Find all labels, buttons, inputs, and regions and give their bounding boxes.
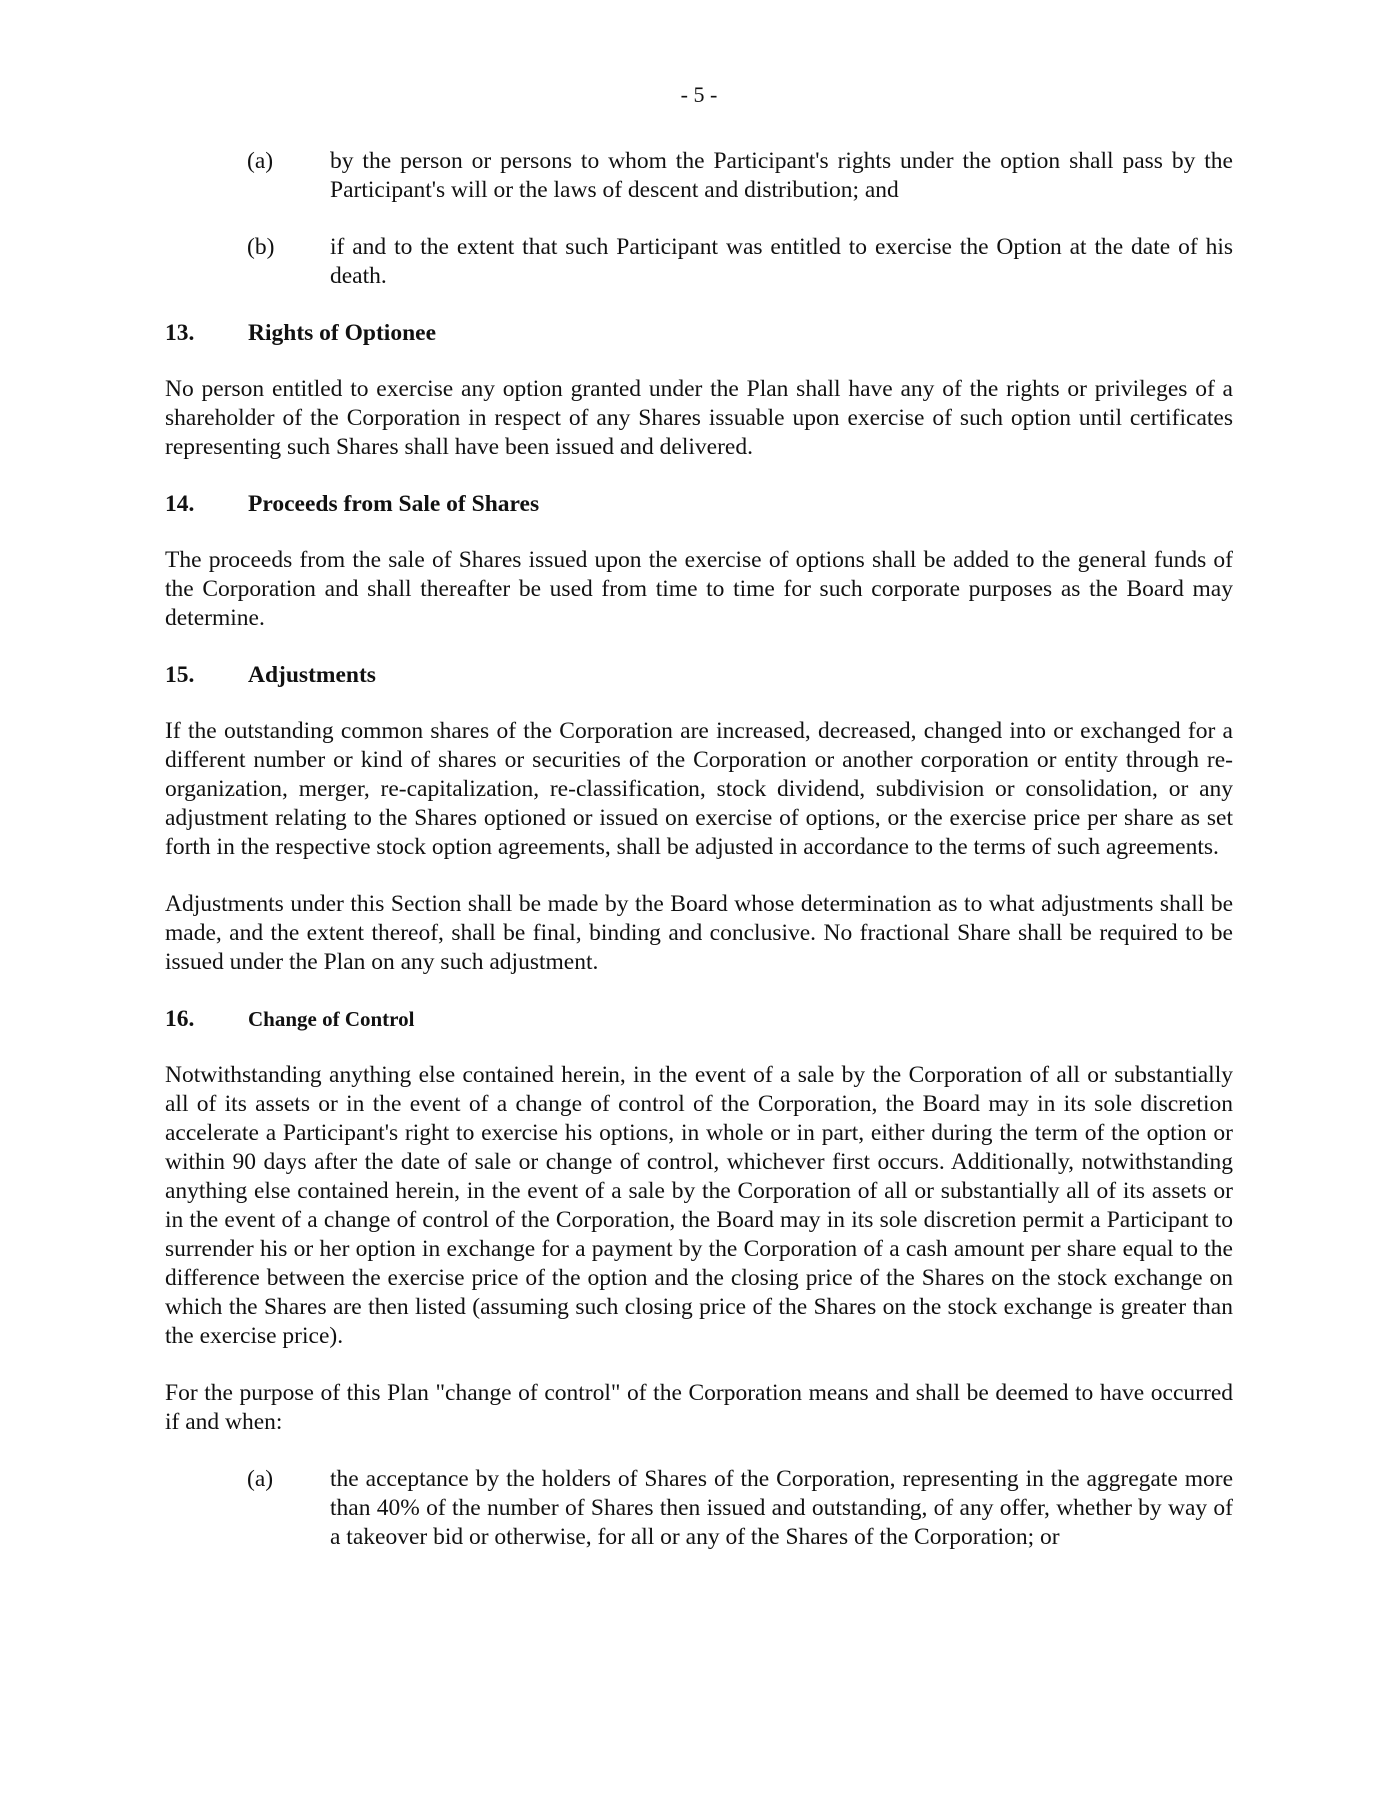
list-item-label: (b) bbox=[247, 234, 275, 260]
section-heading-13 bbox=[165, 319, 1233, 348]
document-page bbox=[165, 80, 1233, 1580]
section-14-body: The proceeds from the sale of Shares issued upon the exercise of options shall be added to the general funds of the Corporation and shall thereafter be used from time to time for such corporate purposes as the Board may determine. bbox=[165, 547, 1233, 631]
section-title: Proceeds from Sale of Shares bbox=[248, 491, 540, 517]
section-number: 14. bbox=[165, 491, 195, 517]
section-heading-16 bbox=[165, 1005, 1233, 1034]
page-number: - 5 - bbox=[680, 82, 718, 107]
section-16-body-2: For the purpose of this Plan "change of control" of the Corporation means and shall be deemed to have occurred if and when: bbox=[165, 1380, 1233, 1435]
list-item-text: by the person or persons to whom the Participant's rights under the option shall pass by the Participant's will or the laws of descent and distribution; and bbox=[330, 148, 1233, 203]
section-number: 16. bbox=[165, 1006, 195, 1032]
list-item-text: if and to the extent that such Participant was entitled to exercise the Option at the date of his death. bbox=[330, 234, 1233, 289]
section-number: 15. bbox=[165, 662, 195, 688]
section-15-body-1: If the outstanding common shares of the Corporation are increased, decreased, changed into or exchanged for a different number or kind of shares or securities of the Corporation or another corporation or entity through re-organization, merger, re-capitalization, re-classification, stock dividend, subdivision or consolidation, or any adjustment relating to the Shares optioned or issued on exercise of options, or the exercise price per share as set forth in the respective stock option agreements, shall be adjusted in accordance to the terms of such agreements. bbox=[165, 718, 1233, 860]
section-heading-15 bbox=[165, 661, 1233, 690]
list-item bbox=[165, 147, 1233, 205]
section-16-body-1: Notwithstanding anything else contained herein, in the event of a sale by the Corporation of all or substantially all of its assets or in the event of a change of control of the Corporation, the Board may in its sole discretion accelerate a Participant's right to exercise his options, in whole or in part, either during the term of the option or within 90 days after the date of sale or change of control, whichever first occurs. Additionally, notwithstanding anything else contained herein, in the event of a sale by the Corporation of all or substantially all of its assets or in the event of a change of control of the Corporation, the Board may in its sole discretion permit a Participant to surrender his or her option in exchange for a payment by the Corporation of a cash amount per share equal to the difference between the exercise price of the option and the closing price of the Shares on the stock exchange on which the Shares are then listed (assuming such closing price of the Shares on the stock exchange is greater than the exercise price). bbox=[165, 1062, 1233, 1349]
list-item-label: (a) bbox=[247, 148, 274, 174]
list-item bbox=[165, 233, 1233, 291]
section-title: Change of Control bbox=[248, 1007, 415, 1031]
section-15-body-2: Adjustments under this Section shall be made by the Board whose determination as to what adjustments shall be made, and the extent thereof, shall be final, binding and conclusive. No fractional Share shall be required to be issued under the Plan on any such adjustment. bbox=[165, 891, 1233, 975]
section-title: Rights of Optionee bbox=[248, 320, 436, 346]
section-title: Adjustments bbox=[248, 662, 376, 688]
list-item-text: the acceptance by the holders of Shares of the Corporation, representing in the aggregate more than 40% of the number of Shares then issued and outstanding, of any offer, whether by way of a takeover bid or otherwise, for all or any of the Shares of the Corporation; or bbox=[330, 1466, 1233, 1550]
section-number: 13. bbox=[165, 320, 195, 346]
list-item-label: (a) bbox=[247, 1466, 274, 1492]
section-heading-14 bbox=[165, 490, 1233, 519]
section-13-body: No person entitled to exercise any option granted under the Plan shall have any of the rights or privileges of a shareholder of the Corporation in respect of any Shares issuable upon exercise of such option until certificates representing such Shares shall have been issued and delivered. bbox=[165, 376, 1233, 460]
list-item bbox=[165, 1465, 1233, 1552]
